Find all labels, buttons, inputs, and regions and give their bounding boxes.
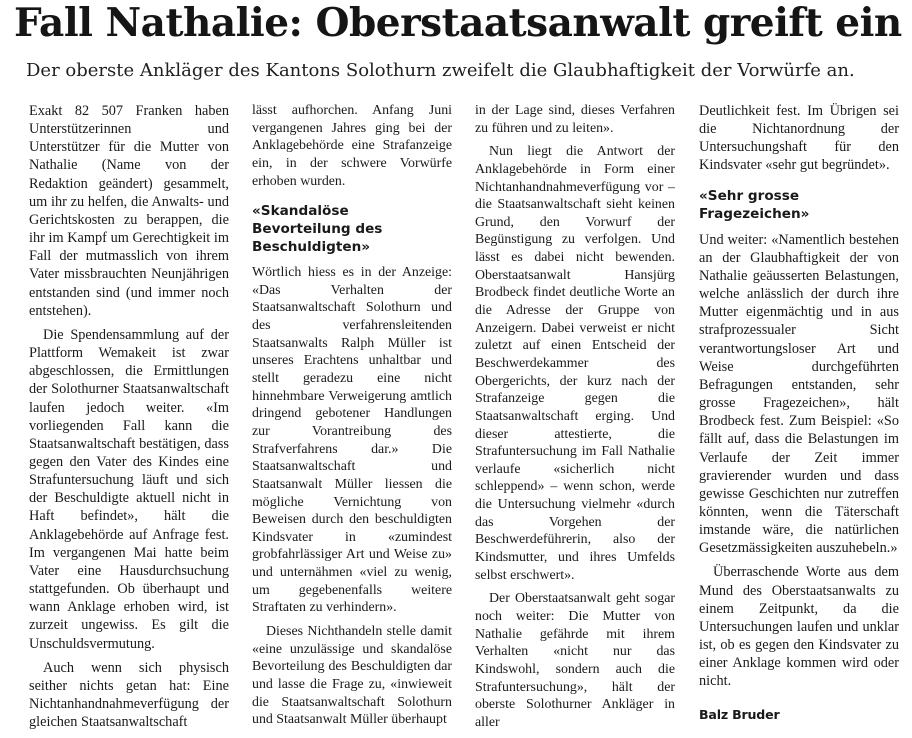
column-2	[252, 102, 452, 729]
column-1	[29, 102, 229, 731]
paragraph: Nun liegt die Antwort der Anklagebehörde in Form einer Nichtanhandnahmeverfügung vor – die Staatsanwaltschaft sieht keinen Grund, den Vorwurf der Begünstigung zu verfolgen. Und lässt es dabei nicht bewenden. Oberstaatsanwalt Hansjürg Brodbeck findet deutliche Worte an die Adresse der Gruppe von Anzeigern. Dabei verweist er nicht zuletzt auf einen Entscheid der Beschwerdekammer des Obergerichts, der kurz nach der Strafanzeige gegen die Staatsanwaltschaft erging. Und dieser attestierte, die Strafuntersuchung im Fall Nathalie verlaufe «sicherlich nicht schleppend» – wenn schon, werde die Untersuchung vielmehr «durch das Vorgehen der Beschwerdeführerin, also der Kindsmutter, und ihres Umfelds selbst erschwert».	[475, 144, 675, 583]
paragraph: Überraschende Worte aus dem Mund des Oberstaatsanwalts zu einem Zeitpunkt, da die Untersuchungen laufen und unklar ist, ob es gegen den Kindsvater zu einer Anklage kommen wird oder nicht.	[699, 564, 899, 690]
subheading: «Skandalöse Bevorteilung des Beschuldigten»	[252, 203, 383, 256]
column-4	[699, 102, 899, 723]
paragraph: Die Spendensammlung auf der Plattform Wemakeit ist zwar abgeschlossen, die Ermittlungen der Solothurner Staatsanwaltschaft laufen jedoch weiter. «Im vorliegenden Fall kann die Staatsanwaltschaft bestätigen, dass gegen den Vater des Kindes eine Strafuntersuchung läuft und sich der Beschuldigte aktuell nicht in Haft befindet», hält die Anklagebehörde auf Anfrage fest. Im vergangenen Mai hatte beim Vater eine Hausdurchsuchung stattgefunden. Ob überhaupt und wann Anklage erhoben wird, ist zurzeit ungewiss. Es gilt die Unschuldsvermutung.	[29, 326, 229, 652]
paragraph: Auch wenn sich physisch seither nichts getan hat: Eine Nichtanhandnahmeverfügung der gleichen Staatsanwaltschaft	[29, 659, 229, 731]
paragraph: Deutlichkeit fest. Im Übrigen sei die Nichtanordnung der Untersuchungshaft für den Kindsvater «sehr gut begründet».	[699, 103, 899, 174]
headline: Fall Nathalie: Oberstaatsanwalt greift ein	[14, 0, 902, 46]
deck: Der oberste Ankläger des Kantons Solothurn zweifelt die Glaubhaftigkeit der Vorwürfe an.	[26, 60, 855, 81]
paragraph: Der Oberstaatsanwalt geht sogar noch weiter: Die Mutter von Nathalie gefährde mit ihrem Verhalten «nicht nur das Kindswohl, sondern auch die Strafuntersuchung», hält der oberste Solothurner Ankläger in aller	[475, 591, 675, 730]
byline: Balz Bruder	[699, 706, 780, 722]
subheading: «Sehr grosse Fragezeichen»	[699, 187, 810, 222]
column-3	[475, 102, 675, 731]
paragraph: Exakt 82 507 Franken haben Unterstützerinnen und Unterstützer für die Mutter von Nathalie (Name von der Redaktion geändert) gesammelt, um ihr zu helfen, die Anwalts- und Gerichtskosten zu berappen, die ihr im Kampf um Gerechtigkeit im Fall der mutmasslich von ihrem Vater missbrauchten Neunjährigen entstanden sind (und immer noch entstehen).	[29, 103, 229, 319]
paragraph: Und weiter: «Namentlich bestehen an der Glaubhaftigkeit der von Nathalie geäusserten Belastungen, welche anlässlich der durch ihre Mutter eigenmächtig und in aus strafprozessualer Sicht verantwortungsloser Art und Weise durchgeführten Befragungen entstanden, sehr grosse Fragezeichen», hält Brodbeck fest. Zum Beispiel: «So fällt auf, dass die Belastungen im Verlaufe der Zeit immer gravierender wurden und dass gewisse Geschichten nur zutreffen könnten, wenn die Täterschaft imstande wäre, die natürlichen Gesetzmässigkeiten auszuhebeln.»	[699, 231, 899, 557]
paragraph: in der Lage sind, dieses Verfahren zu führen und zu leiten».	[475, 103, 675, 136]
paragraph: lässt aufhorchen. Anfang Juni vergangenen Jahres ging bei der Anklagebehörde eine Strafanzeige ein, in der schwere Vorwürfe erhoben wurden.	[252, 103, 452, 189]
paragraph: Dieses Nichthandeln stelle damit «eine unzulässige und skandalöse Bevorteilung des Beschuldigten dar und lasse die Frage zu, «inwieweit die Staatsanwaltschaft Solothurn und Staatsanwalt Müller überhaupt	[252, 624, 452, 728]
paragraph: Wörtlich hiess es in der Anzeige: «Das Verhalten der Staatsanwaltschaft Solothurn und des verfahrensleitenden Staatsanwalts Ralph Müller ist unseres Erachtens unhaltbar und stellt geradezu eine nicht hinnehmbare Verweigerung amtlich dringend gebotener Handlungen zur Vorantreibung des Strafverfahrens dar.» Die Staatsanwaltschaft und Staatsanwalt Müller liessen die mögliche Vernichtung von Beweisen durch den beschuldigten Kindsvater in «zumindest grobfahrlässiger Art und Weise zu» und unternähmen «viel zu wenig, um gegebenenfalls weitere Straftaten zu verhindern».	[252, 265, 452, 616]
